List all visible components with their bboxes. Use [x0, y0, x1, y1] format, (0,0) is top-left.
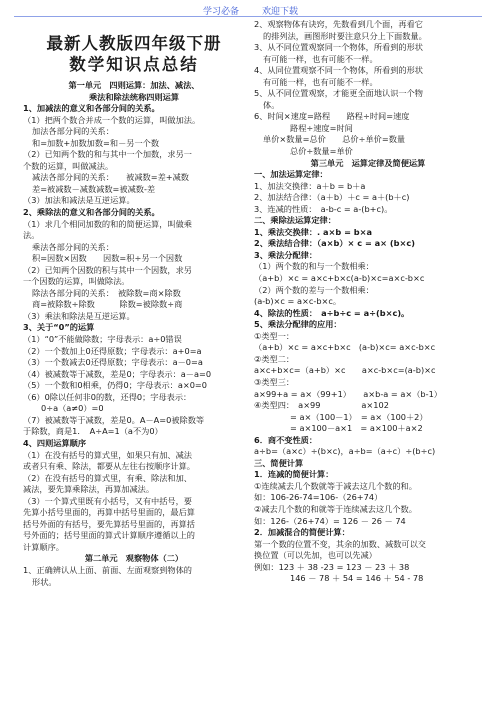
text-line: 1、正确辨认从上面、前面、左面观察到物体的: [23, 564, 192, 575]
text-line: 有可能一样，也有可能不一样。: [263, 53, 378, 64]
text-line: （2）在没有括号的算式里，有乘、除法和加、: [23, 472, 192, 483]
left-column: [23, 34, 245, 588]
text-line: 6、时间×速度=路程 路程÷时间=速度: [254, 111, 410, 122]
text-line: （3）一个数减去0还得原数；字母表示：a－0=a: [23, 357, 203, 368]
subsection-heading: 1、乘法交换律：. a×b = b×a: [254, 226, 373, 237]
text-line: 146 － 78 ＋ 54 = 146 ＋ 54 - 78: [290, 573, 424, 584]
text-line: (a-b)×c = a×c-b×c。: [254, 296, 342, 307]
text-line: （6）0除以任何非0的数，还得0；字母表示：: [23, 391, 192, 402]
text-line: 一个因数的运算，叫做除法。: [23, 276, 130, 287]
text-line: a×99+a = a×（99+1） a×b-a = a×（b-1）: [254, 388, 442, 399]
subsection-heading: 4、除法的性质： a÷b÷c = a÷(b×c)。: [254, 307, 410, 318]
section-heading: 乘法和除法统称四则运算: [88, 91, 180, 102]
text-line: 和=加数+加数加数=和－另一个数: [32, 137, 160, 148]
text-line: （2）已知两个数的和与其中一个加数，求另一: [23, 149, 192, 160]
text-line: （5）一个数和0相乘，仍得0；字母表示：a×0=0: [23, 380, 207, 391]
text-line: 体。: [263, 99, 280, 110]
text-line: 号外面的；括号里面的算式计算顺序遵循以上的: [23, 530, 195, 541]
header-right-text: 欢迎下载: [262, 7, 299, 17]
text-line: （7）被减数等于减数，差是0。A－A=0被除数等: [23, 414, 205, 425]
subsection-heading: 3、关于“0”的运算: [23, 322, 95, 333]
text-line: 计算顺序。: [23, 541, 64, 552]
subsection-heading: 5、乘法分配律的应用：: [254, 319, 342, 330]
text-line: 除法各部分间的关系： 被除数=商×除数: [32, 287, 181, 298]
header-divider: [14, 16, 482, 17]
text-line: （3）一个算式里既有小括号，又有中括号，要: [23, 495, 192, 506]
header-left-text: 学习必备: [203, 7, 240, 17]
page-header: [0, 2, 496, 16]
text-line: （4）被减数等于减数，差是0；字母表示：a－a=0: [23, 368, 212, 379]
text-line: a×c+b×c=（a+b）×c a×c-b×c=(a-b)×c: [254, 365, 436, 376]
text-line: （3）加法和减法是互逆运算。: [23, 195, 135, 206]
text-line: = a×（100－1） = a×（100＋2）: [290, 411, 428, 422]
text-line: 法。: [23, 230, 40, 241]
text-line: 于除数，商是1． A÷A=1（a不为0）: [23, 426, 163, 437]
text-line: 加法各部分间的关系：: [32, 126, 114, 137]
text-line: （3）乘法和除法是互逆运算。: [23, 310, 135, 321]
subsection-heading: 6．商不变性质：: [254, 434, 318, 445]
text-line: 例如：123 ＋ 38 -23 = 123 － 23 ＋ 38: [254, 561, 410, 572]
subsection-heading: 2．加减混合的简便计算：: [254, 527, 350, 538]
subsection-heading: 三、简便计算: [254, 457, 304, 468]
text-line: （2）已知两个因数的积与其中一个因数，求另: [23, 264, 192, 275]
document-title-line1: 最新人教版四年级下册: [46, 34, 222, 53]
text-line: 换位置（可以先加，也可以先减）: [254, 550, 377, 561]
text-line: 4、从同位置观察不同一个物体，所看到的形状: [254, 65, 423, 76]
subsection-heading: 一、加法运算定律：: [254, 169, 328, 180]
subsection-heading: 2、乘法结合律：（a×b）× c = a× (b×c): [254, 238, 415, 249]
text-line: ③类型三：: [254, 376, 295, 387]
subsection-heading: 1．连减的简便计算：: [254, 469, 334, 480]
text-line: 0÷a（a≠0）=0: [41, 403, 104, 414]
section-heading: 第一单元 四则运算：加法、减法、: [68, 80, 200, 90]
text-line: ②类型二：: [254, 353, 295, 364]
subsection-heading: 3、乘法分配律：: [254, 249, 318, 260]
text-line: （a+b）×c = a×c+b×c (a-b)×c= a×c-b×c: [254, 342, 436, 353]
text-line: 差=被减数－减数减数=被减数-差: [32, 183, 156, 194]
subsection-heading: 二、乘除法运算定律：: [254, 215, 336, 226]
text-line: 5、从不同位置观察，才能更全面地认识一个物: [254, 88, 423, 99]
text-line: 先算小括号里面的，再算中括号里面的，最后算: [23, 507, 195, 518]
text-line: 2、观察物体有诀窍，先数看到几个面，再看它: [254, 19, 423, 29]
text-line: （1）把两个数合并成一个数的运算，叫做加法。: [23, 114, 201, 125]
text-line: 商=被除数÷除数 除数=被除数÷商: [32, 299, 183, 310]
text-line: 2、加法结合律：（a＋b）＋c = a＋(b＋c): [254, 192, 410, 203]
text-line: （1）“0”不能做除数；字母表示：a÷0错误: [23, 334, 182, 345]
right-column-body: [254, 19, 482, 585]
text-line: ①连续减去几个数就等于减去这几个数的和。: [254, 480, 417, 491]
text-line: 总价÷数量=单价: [290, 146, 353, 157]
text-line: （a+b）×c = a×c+b×c(a-b)×c=a×c-b×c: [254, 273, 425, 284]
document-title-line2: 数学知识点总结: [69, 55, 199, 74]
left-column-body: [23, 80, 245, 588]
text-line: （2）一个数加上0还得原数；字母表示：a+0=a: [23, 345, 202, 356]
subsection-heading: 4、四则运算顺序: [23, 437, 87, 448]
text-line: （1）两个数的和与一个数相乘：: [254, 261, 374, 272]
subsection-heading: 1、加减法的意义和各部分间的关系。: [23, 103, 160, 114]
text-line: 括号外面的有括号，要先算括号里面的，再算括: [23, 518, 195, 529]
text-line: 乘法各部分间的关系：: [32, 241, 114, 252]
text-line: （1）在没有括号的算式里，如果只有加、减法: [23, 449, 192, 460]
text-line: 如：126-（26+74）= 126 － 26 － 74: [254, 515, 406, 526]
text-line: （2）两个数的差与一个数相乘：: [254, 284, 374, 295]
text-line: 或者只有乘、除法，都要从左往右按顺序计算。: [23, 461, 195, 472]
section-heading: 第三单元 运算定律及简便运算: [310, 157, 426, 168]
text-line: 的排列法，画图形时要注意只分上下面数量。: [263, 30, 427, 41]
right-column: [254, 19, 482, 585]
text-line: 3、从不同位置观察同一个物体，所看到的形状: [254, 42, 423, 53]
text-line: 路程÷速度=时间: [290, 122, 353, 133]
text-line: = a×100－a×1 = a×100＋a×2: [290, 423, 423, 434]
text-line: （1）求几个相同加数的和的简便运算，叫做乘: [23, 218, 192, 229]
text-line: 第一个数的位置不变，其余的加数、减数可以交: [254, 538, 426, 549]
text-line: 减法，要先算乘除法，再算加减法。: [23, 484, 155, 495]
text-line: 减法各部分间的关系： 被减数=差+减数: [32, 172, 189, 183]
text-line: a÷b=（a×c）÷(b×c)，a÷b=（a÷c）÷(b÷c): [254, 446, 436, 457]
text-line: ④类型四： a×99 a×102: [254, 400, 389, 411]
text-line: 3、连减的性质： a-b-c = a-(b+c)。: [254, 203, 393, 214]
text-line: 有可能一样，也有可能不一样。: [263, 76, 378, 87]
text-line: 积=因数×因数 因数=积÷另一个因数: [32, 253, 183, 264]
text-line: ②减去几个数的和就等于连续减去这几个数。: [254, 503, 417, 514]
text-line: 单价×数量=总价 总价÷单价=数量: [263, 134, 406, 145]
text-line: 个数的运算，叫做减法。: [23, 160, 114, 171]
text-line: ①类型一：: [254, 330, 295, 341]
text-line: 如：106-26-74=106-（26+74）: [254, 492, 383, 503]
section-heading: 第二单元 观察物体（二）: [84, 553, 184, 564]
subsection-heading: 2、乘除法的意义和各部分间的关系。: [23, 207, 160, 218]
text-line: 1、加法交换律：a＋b = b＋a: [254, 180, 366, 191]
text-line: 形状。: [32, 576, 57, 587]
